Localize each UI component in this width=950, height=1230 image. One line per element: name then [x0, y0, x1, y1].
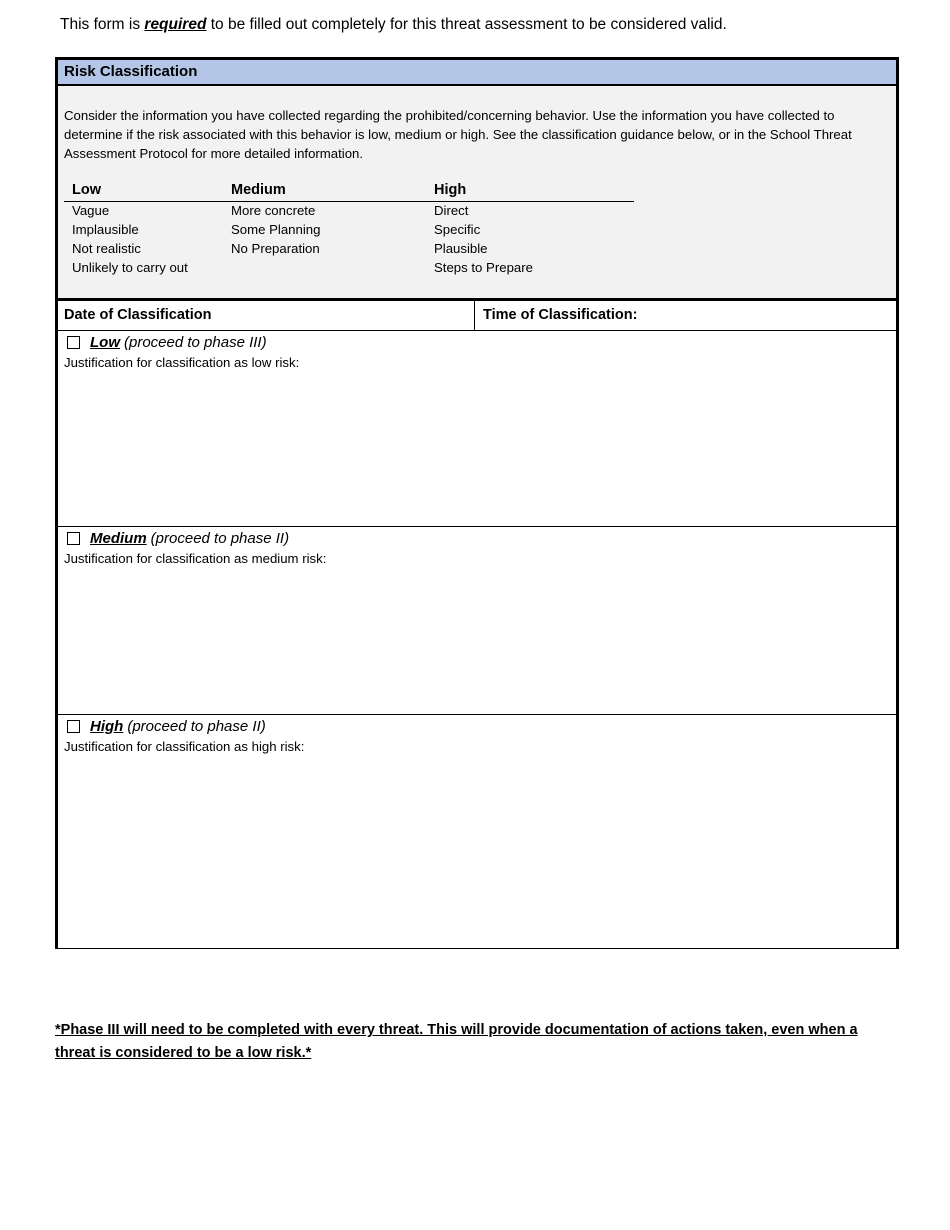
date-of-classification-field[interactable]: [58, 301, 475, 330]
classification-guidance-panel: [58, 86, 896, 301]
phase-three-note: *Phase III will need to be completed with every threat. This will provide documentation of actions taken, even when a threat is considered to be a low risk.*: [55, 1022, 858, 1061]
instruction-text-start: This form is: [60, 16, 145, 33]
time-label: Time of Classification:: [483, 307, 638, 323]
medium-risk-checkbox[interactable]: [67, 532, 80, 545]
guidance-table-header: [64, 180, 634, 202]
medium-risk-justification-label: Justification for classification as medium risk:: [64, 551, 327, 566]
guidance-cell: Implausible: [72, 222, 139, 237]
header-low: Low: [72, 182, 101, 198]
guidance-row: [64, 202, 634, 221]
guidance-cell: Not realistic: [72, 241, 141, 256]
form-instruction: [60, 16, 727, 34]
time-of-classification-field[interactable]: [475, 301, 896, 330]
guidance-table: [64, 180, 634, 278]
high-risk-label: High: [90, 718, 124, 735]
risk-classification-form: [55, 57, 899, 949]
guidance-cell: Unlikely to carry out: [72, 260, 188, 275]
date-label: Date of Classification: [64, 307, 212, 323]
guidance-cell: Specific: [434, 222, 481, 237]
high-risk-next-phase: (proceed to phase II): [127, 718, 266, 735]
guidance-row: [64, 259, 634, 278]
header-medium: Medium: [231, 182, 286, 198]
high-risk-checkbox[interactable]: [67, 720, 80, 733]
low-risk-option: [67, 334, 267, 351]
instruction-text-end: to be filled out completely for this threat assessment to be considered valid.: [206, 16, 727, 33]
date-time-row: [58, 301, 896, 331]
guidance-cell: Vague: [72, 203, 110, 218]
guidance-description: Consider the information you have collected regarding the prohibited/concerning behavior. Use the information you have collected to determine if the risk associated with this behavior is low, medium or high. See the classification guidance below, or in the School Threat Assessment Protocol for more detailed information.: [64, 108, 852, 161]
medium-risk-option: [67, 530, 289, 547]
instruction-required-emphasis: required: [144, 16, 207, 33]
guidance-cell: Some Planning: [231, 222, 321, 237]
guidance-cell: Plausible: [434, 241, 488, 256]
header-high: High: [434, 182, 467, 198]
low-risk-checkbox[interactable]: [67, 336, 80, 349]
guidance-row: [64, 240, 634, 259]
low-risk-justification-label: Justification for classification as low risk:: [64, 355, 300, 370]
medium-risk-section: [58, 527, 896, 715]
high-risk-section: [58, 715, 896, 947]
guidance-cell: More concrete: [231, 203, 316, 218]
low-risk-section: [58, 331, 896, 527]
guidance-cell: No Preparation: [231, 241, 320, 256]
low-risk-next-phase: (proceed to phase III): [124, 334, 267, 351]
high-risk-justification-label: Justification for classification as high risk:: [64, 739, 305, 754]
medium-risk-label: Medium: [90, 530, 147, 547]
low-risk-label: Low: [90, 334, 120, 351]
section-title: Risk Classification: [58, 60, 896, 86]
guidance-row: [64, 221, 634, 240]
high-risk-option: [67, 718, 266, 735]
guidance-cell: Steps to Prepare: [434, 260, 533, 275]
medium-risk-next-phase: (proceed to phase II): [150, 530, 290, 547]
guidance-cell: Direct: [434, 203, 469, 218]
